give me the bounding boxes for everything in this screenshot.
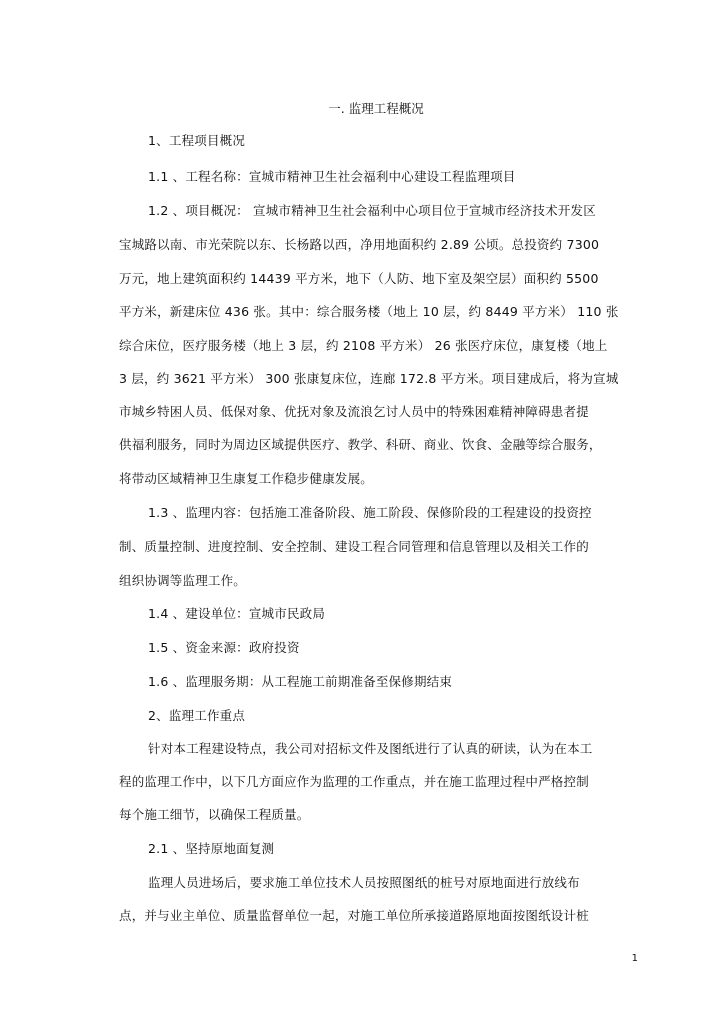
- section-heading-project-overview: 1、工程项目概况: [148, 133, 246, 148]
- paragraph-overview-line-6: 3 层，约 3621 平方米） 300 张康复床位，连廊 172.8 平方米。项目建成后，将为宣城: [119, 371, 619, 386]
- paragraph-overview-line-7: 市城乡特困人员、低保对象、优抚对象及流浪乞讨人员中的特殊困难精神障碍患者提: [119, 404, 589, 419]
- paragraph-overview-line-8: 供福利服务，同时为周边区域提供医疗、教学、科研、商业、饮食、金融等综合服务，: [119, 437, 602, 452]
- paragraph-scope-line-1: 1.3 、监理内容：包括施工准备阶段、施工阶段、保修阶段的工程建设的投资控: [148, 505, 592, 520]
- paragraph-scope-line-2: 制、质量控制、进度控制、安全控制、建设工程合同管理和信息管理以及相关工作的: [119, 539, 589, 554]
- paragraph-overview-line-4: 平方米，新建床位 436 张。其中：综合服务楼（地上 10 层，约 8449 平方米） 110 张: [119, 304, 619, 319]
- paragraph-overview-line-3: 万元，地上建筑面积约 14439 平方米，地下（人防、地下室及架空层）面积约 5500: [119, 271, 599, 286]
- paragraph-key-points-line-2: 程的监理工作中，以下几方面应作为监理的工作重点，并在施工监理过程中严格控制: [119, 774, 589, 789]
- paragraph-overview-line-1: 1.2 、项目概况： 宣城市精神卫生社会福利中心项目位于宣城市经济技术开发区: [148, 203, 596, 218]
- paragraph-funding: 1.5 、资金来源：政府投资: [148, 640, 300, 655]
- paragraph-overview-line-2: 宝城路以南、市光荣院以东、长杨路以西，净用地面积约 2.89 公顷。总投资约 7300: [119, 237, 600, 252]
- paragraph-project-name: 1.1 、工程名称：宣城市精神卫生社会福利中心建设工程监理项目: [148, 169, 516, 184]
- subsection-heading-ground-survey: 2.1 、坚持原地面复测: [148, 841, 275, 856]
- page-number: 1: [631, 953, 638, 964]
- paragraph-service-period: 1.6 、监理服务期：从工程施工前期准备至保修期结束: [148, 674, 453, 689]
- paragraph-ground-survey-line-2: 点，并与业主单位、质量监督单位一起，对施工单位所承接道路原地面按图纸设计桩: [119, 908, 589, 923]
- paragraph-overview-line-5: 综合床位，医疗服务楼（地上 3 层，约 2108 平方米） 26 张医疗床位，康复楼（地上: [119, 338, 608, 353]
- paragraph-key-points-line-1: 针对本工程建设特点，我公司对招标文件及图纸进行了认真的研读，认为在本工: [148, 741, 593, 756]
- paragraph-scope-line-3: 组织协调等监理工作。: [119, 573, 247, 588]
- paragraph-ground-survey-line-1: 监理人员进场后，要求施工单位技术人员按照图纸的桩号对原地面进行放线布: [148, 875, 580, 890]
- paragraph-key-points-line-3: 每个施工细节，以确保工程质量。: [119, 807, 310, 822]
- page-title: 一. 监理工程概况: [328, 101, 424, 116]
- paragraph-client: 1.4 、建设单位：宣城市民政局: [148, 606, 326, 621]
- paragraph-overview-line-9: 将带动区域精神卫生康复工作稳步健康发展。: [119, 471, 374, 486]
- section-heading-key-points: 2、监理工作重点: [148, 708, 246, 723]
